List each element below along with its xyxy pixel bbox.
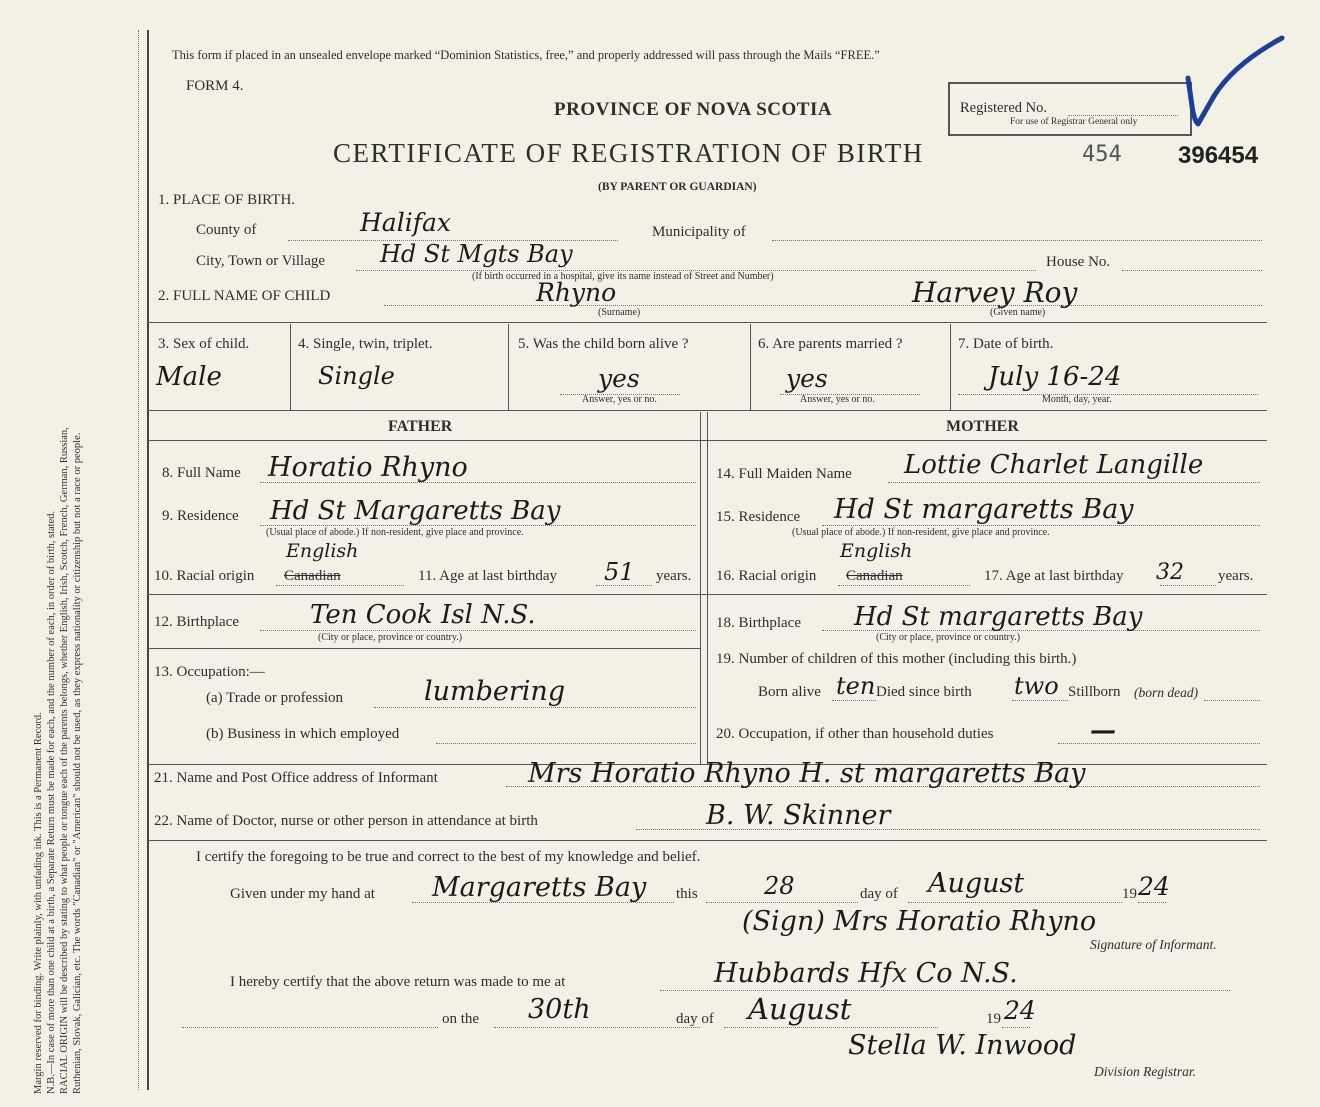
mother-racial-line xyxy=(838,585,970,586)
born-alive-value: yes xyxy=(598,364,640,393)
column-divider xyxy=(290,324,291,410)
day-of-label: day of xyxy=(860,886,898,902)
mother-residence-line xyxy=(822,525,1260,526)
date-of-birth-value: July 16-24 xyxy=(988,362,1122,392)
house-number-label: House No. xyxy=(1046,254,1111,270)
registrar-day-of-label: day of xyxy=(676,1011,714,1027)
father-business-line xyxy=(436,743,696,744)
house-number-line xyxy=(1122,270,1262,271)
margin-note-line: RACIAL ORIGIN will be described by stating to what people or tongue each of the parents belongs, whether English, Irish, Scotch, French, German, Russian, xyxy=(59,427,70,1094)
registrar-year-value: 24 xyxy=(1004,996,1036,1025)
child-name-label: 2. FULL NAME OF CHILD xyxy=(158,288,331,304)
city-value: Hd St Mgts Bay xyxy=(380,240,573,268)
born-alive-label: 5. Was the child born alive ? xyxy=(518,336,689,352)
date-of-birth-caption: Month, day, year. xyxy=(1042,394,1112,405)
mother-racial-value: English xyxy=(840,540,913,562)
mother-age-line xyxy=(1160,585,1216,586)
mother-age-label: 17. Age at last birthday xyxy=(984,568,1124,584)
registrar-month-value: August xyxy=(748,992,852,1026)
county-label: County of xyxy=(196,222,257,238)
mother-birthplace-label: 18. Birthplace xyxy=(716,615,801,631)
father-heading: FATHER xyxy=(388,418,453,435)
divider xyxy=(147,322,1267,323)
stillborn-caption: (born dead) xyxy=(1134,685,1199,700)
parents-married-value: yes xyxy=(786,364,828,393)
divider xyxy=(147,648,701,649)
registered-label: Registered No. xyxy=(960,100,1047,116)
year-prefix: 19 xyxy=(1122,886,1137,902)
father-racial-struck: Canadian xyxy=(284,568,341,584)
father-occupation-label: 13. Occupation:— xyxy=(154,664,265,680)
born-alive-count-line xyxy=(832,700,876,701)
informant-value: Mrs Horatio Rhyno H. st margaretts Bay xyxy=(528,758,1086,789)
registrar-place-value: Hubbards Hfx Co N.S. xyxy=(714,958,1018,989)
registrar-place-line xyxy=(660,990,1230,991)
registrar-caption: Division Registrar. xyxy=(1094,1064,1197,1079)
divider xyxy=(147,594,1267,595)
center-divider xyxy=(707,412,708,764)
mother-children-label: 19. Number of children of this mother (including this birth.) xyxy=(716,651,1077,667)
child-surname-value: Rhyno xyxy=(536,278,617,307)
registrar-year-line xyxy=(1002,1027,1030,1028)
column-divider xyxy=(950,324,951,410)
given-place-value: Margaretts Bay xyxy=(432,872,647,903)
died-since-birth-value: two xyxy=(1014,672,1059,700)
municipality-label: Municipality of xyxy=(652,224,746,240)
attendant-label: 22. Name of Doctor, nurse or other person in attendance at birth xyxy=(154,813,538,829)
informant-label: 21. Name and Post Office address of Informant xyxy=(154,770,438,786)
county-value: Halifax xyxy=(360,208,451,237)
father-residence-caption: (Usual place of abode.) If non-resident, give place and province. xyxy=(266,527,524,538)
this-label: this xyxy=(676,886,698,902)
day-value: 28 xyxy=(764,872,795,900)
child-given-value: Harvey Roy xyxy=(912,276,1078,309)
municipality-line xyxy=(772,240,1262,241)
child-name-line xyxy=(384,305,1262,306)
father-racial-label: 10. Racial origin xyxy=(154,568,255,584)
divider xyxy=(147,840,1267,841)
mother-residence-value: Hd St margaretts Bay xyxy=(834,494,1134,525)
father-racial-line xyxy=(276,585,404,586)
stillborn-label: Stillborn xyxy=(1068,684,1121,700)
mother-birthplace-caption: (City or place, province or country.) xyxy=(876,632,1021,643)
parents-married-caption: Answer, yes or no. xyxy=(800,394,875,405)
father-name-label: 8. Full Name xyxy=(162,465,241,481)
father-business-label: (b) Business in which employed xyxy=(206,726,400,742)
mother-age-value: 32 xyxy=(1156,560,1184,585)
attendant-value: B. W. Skinner xyxy=(706,800,891,831)
registrar-note: For use of Registrar General only xyxy=(1010,117,1138,127)
father-trade-value: lumbering xyxy=(424,676,566,707)
stillborn-line xyxy=(1204,700,1260,701)
mother-occupation-line xyxy=(1058,743,1260,744)
registrar-day-line xyxy=(494,1027,700,1028)
mother-occupation-label: 20. Occupation, if other than household duties xyxy=(716,726,994,742)
mother-birthplace-value: Hd St margaretts Bay xyxy=(854,602,1143,632)
hospital-note: (If birth occurred in a hospital, give its name instead of Street and Number) xyxy=(472,271,774,282)
center-divider xyxy=(700,412,701,764)
mother-name-label: 14. Full Maiden Name xyxy=(716,466,852,482)
column-divider xyxy=(508,324,509,410)
father-trade-label: (a) Trade or profession xyxy=(206,690,344,706)
mother-heading: MOTHER xyxy=(946,418,1019,435)
informant-signature-caption: Signature of Informant. xyxy=(1090,937,1217,952)
year-value: 24 xyxy=(1138,872,1170,901)
form-left-border xyxy=(147,30,149,1090)
on-the-label: on the xyxy=(442,1011,480,1027)
born-alive-count-label: Born alive xyxy=(758,684,821,700)
plurality-label: 4. Single, twin, triplet. xyxy=(298,336,433,352)
parents-married-label: 6. Are parents married ? xyxy=(758,336,903,352)
margin-notes xyxy=(32,54,84,1094)
father-birthplace-value: Ten Cook Isl N.S. xyxy=(310,600,536,630)
form-number: FORM 4. xyxy=(186,78,244,94)
month-line xyxy=(908,902,1122,903)
margin-note-line: Margin reserved for binding. Write plainly, with unfading ink. This is a Permanent Record. xyxy=(33,712,44,1094)
father-racial-value: English xyxy=(286,540,359,562)
sex-label: 3. Sex of child. xyxy=(158,336,250,352)
father-age-label: 11. Age at last birthday xyxy=(418,568,557,584)
registrar-day-value: 30th xyxy=(528,994,591,1025)
father-residence-label: 9. Residence xyxy=(162,508,239,524)
registrar-signature: Stella W. Inwood xyxy=(848,1030,1077,1061)
given-under-hand-label: Given under my hand at xyxy=(230,886,375,902)
father-residence-value: Hd St Margaretts Bay xyxy=(270,496,561,526)
city-label: City, Town or Village xyxy=(196,253,326,269)
informant-signature: (Sign) Mrs Horatio Rhyno xyxy=(742,906,1097,937)
died-since-birth-line xyxy=(1012,700,1068,701)
father-name-value: Horatio Rhyno xyxy=(268,452,468,483)
given-caption: (Given name) xyxy=(990,307,1046,318)
postal-note: This form if placed in an unsealed envelope marked “Dominion Statistics, free,” and properly addressed will pass through the Mails “FREE.” xyxy=(172,48,880,62)
registration-number: 396454 xyxy=(1178,142,1259,169)
mother-name-value: Lottie Charlet Langille xyxy=(904,450,1204,480)
margin-note-line: N.B.—In case of more than one child at a birth, a Separate Return must be made for each, and the number of each, in order of birth, stated. xyxy=(46,510,57,1094)
binding-margin-line xyxy=(138,30,139,1090)
registrar-year-prefix: 19 xyxy=(986,1011,1001,1027)
year-line xyxy=(1138,902,1166,903)
column-divider xyxy=(750,324,751,410)
mother-residence-caption: (Usual place of abode.) If non-resident, give place and province. xyxy=(792,527,1050,538)
page-subtitle: (BY PARENT OR GUARDIAN) xyxy=(598,181,757,193)
mother-age-unit: years. xyxy=(1218,568,1254,584)
certification-statement: I certify the foregoing to be true and correct to the best of my knowledge and belief. xyxy=(196,849,701,865)
father-birthplace-label: 12. Birthplace xyxy=(154,614,239,630)
day-line xyxy=(706,902,858,903)
month-value: August xyxy=(928,868,1025,899)
father-trade-line xyxy=(374,707,696,708)
registrar-month-line xyxy=(724,1027,938,1028)
margin-note-line: Ruthenian, Slovak, Galician, etc. The words "Canadian" or "American" should not be used, as they express nationality or citizenship but not a race or people. xyxy=(72,432,83,1094)
father-age-unit: years. xyxy=(656,568,692,584)
page-title: CERTIFICATE OF REGISTRATION OF BIRTH xyxy=(333,138,924,168)
mother-racial-label: 16. Racial origin xyxy=(716,568,817,584)
mother-occupation-value: — xyxy=(1090,716,1116,746)
father-birthplace-line xyxy=(260,630,696,631)
born-alive-caption: Answer, yes or no. xyxy=(582,394,657,405)
registrar-statement: I hereby certify that the above return was made to me at xyxy=(230,974,566,990)
died-since-birth-label: Died since birth xyxy=(876,684,972,700)
father-birthplace-caption: (City or place, province or country.) xyxy=(318,632,463,643)
sex-value: Male xyxy=(156,362,222,392)
date-of-birth-label: 7. Date of birth. xyxy=(958,336,1054,352)
divider xyxy=(147,410,1267,411)
on-the-leading-line xyxy=(182,1027,438,1028)
mother-residence-label: 15. Residence xyxy=(716,509,801,525)
province-heading: PROVINCE OF NOVA SCOTIA xyxy=(554,99,833,120)
mother-name-line xyxy=(888,482,1260,483)
mother-racial-struck: Canadian xyxy=(846,568,903,584)
stamp-number: 454 xyxy=(1082,142,1122,167)
father-age-value: 51 xyxy=(604,558,635,586)
born-alive-count-value: ten xyxy=(836,672,876,700)
plurality-value: Single xyxy=(318,362,395,390)
check-mark-icon xyxy=(1150,34,1290,134)
place-of-birth-heading: 1. PLACE OF BIRTH. xyxy=(158,192,296,208)
surname-caption: (Surname) xyxy=(598,307,641,318)
